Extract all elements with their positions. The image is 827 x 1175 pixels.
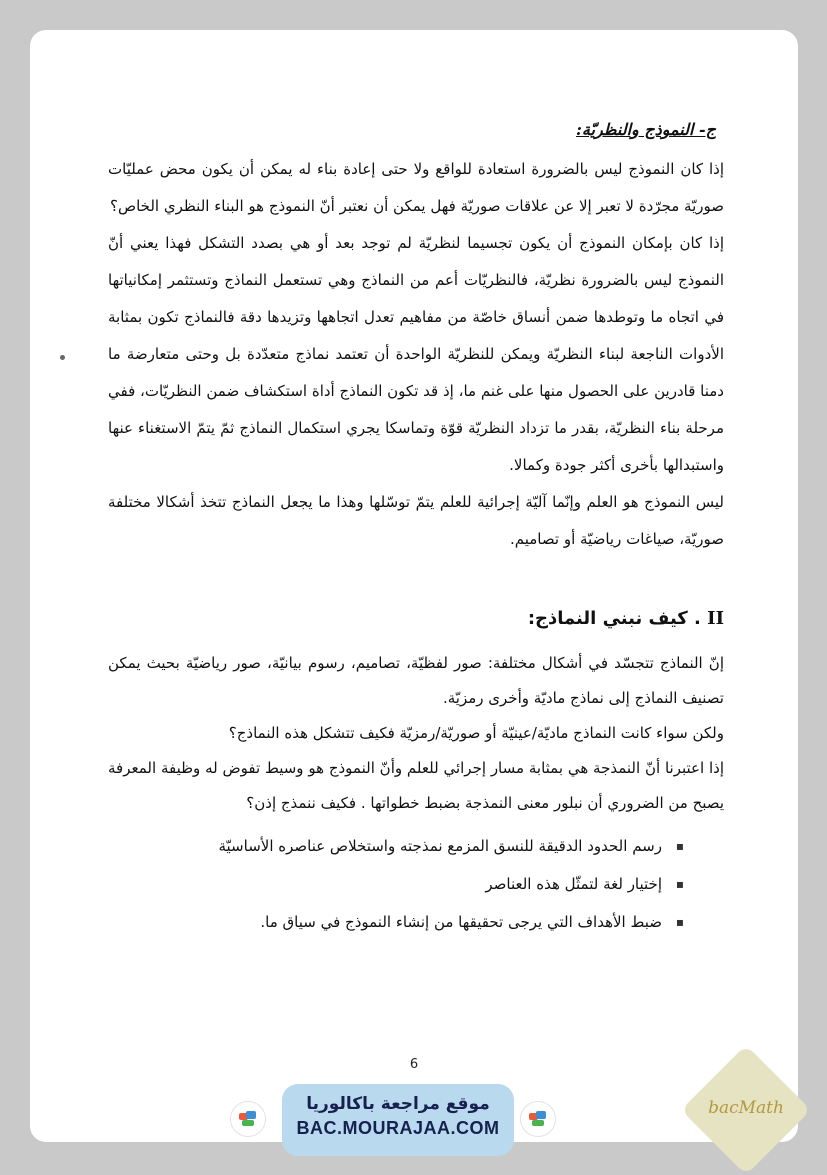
section-ii-heading: II . كيف نبني النماذج: bbox=[527, 608, 724, 629]
section-c-paragraph: ليس النموذج هو العلم وإنّما آليّة إجرائية للعلم يتمّ توسّلها وهذا ما يجعل النماذج تتخذ أشكالا مختلفة صوريّة، صياغات رياضيّة أو تصاميم. bbox=[108, 493, 724, 548]
page-number: 6 bbox=[409, 1057, 419, 1072]
banner-url-text: BAC.MOURAJAA.COM bbox=[296, 1118, 500, 1138]
list-item: ▪ ضبط الأهداف التي يرجى تحقيقها من إنشاء النموذج في سياق ما. bbox=[108, 903, 684, 941]
section-c-paragraph: إذا كان بإمكان النموذج أن يكون تجسيما لنظريّة لم توجد بعد أو هي بصدد التشكل فهذا يعني أنّ النموذج ليس بالضرورة نظريّة، فالنظريّات أعم من النماذج وهي تستعمل النماذج وتستثمر إمكانياتها في اتجاه ما وتوطدها ضمن أنساق خاصّة من مفاهيم تعدل اتجاهها وتزيدها دقة فالنماذج تكون بمثابة الأدوات الناجعة لبناء النظريّة ويمكن للنظريّة الواحدة أن تعتمد نماذج متعدّدة بل وحتى متعارضة ما دمنا قادرين على الحصول منها على غنم ما، إذ قد تكون النماذج أداة استكشاف ضمن النظريّات، ففي مرحلة بناء النظريّة، بقدر ما تزداد النظريّة قوّة وتماسكا يجري استكمال النماذج ثمّ يتمّ الاستغناء عنها واستبدالها بأخرى أكثر جودة وكمالا. bbox=[108, 234, 724, 474]
site-banner[interactable] bbox=[282, 1084, 514, 1156]
page-content bbox=[108, 120, 724, 941]
site-logo-icon bbox=[230, 1101, 266, 1137]
section-c-paragraph: إذا كان النموذج ليس بالضرورة استعادة للواقع ولا حتى إعادة بناء له يمكن أن يكون محض عمليّات صوريّة مجرّدة لا تعبر إلا عن علاقات صوريّة فهل يمكن أن نعتبر أنّ النموذج هو البناء النظري الخاص؟ bbox=[108, 160, 724, 215]
bacmath-logo-text: bacMath bbox=[708, 1098, 784, 1118]
section-c-title: ج- النموذج والنظريّة: bbox=[576, 120, 716, 139]
steps-list bbox=[108, 827, 684, 941]
section-ii-colon: : bbox=[527, 608, 536, 629]
document-page bbox=[30, 30, 798, 1142]
list-item: ▪ رسم الحدود الدقيقة للنسق المزمع نمذجته واستخلاص عناصره الأساسيّة bbox=[108, 827, 684, 865]
section-ii-number: II bbox=[707, 608, 724, 629]
section-ii-paragraph: ولكن سواء كانت النماذج ماديّة/عينيّة أو صوريّة/رمزيّة فكيف تتشكل هذه النماذج؟ bbox=[228, 724, 724, 742]
section-ii-paragraph: إذا اعتبرنا أنّ النمذجة هي بمثابة مسار إجرائي للعلم وأنّ النموذج هو وسيط تفوض له وظيفة المعرفة يصبح من الضروري أن نبلور معنى النمذجة بضبط خطواتها . فكيف ننمذج إذن؟ bbox=[108, 759, 724, 812]
section-ii-title: كيف نبني النماذج bbox=[535, 608, 688, 629]
margin-dot bbox=[60, 355, 65, 360]
list-item: ▪ إختيار لغة لتمثّل هذه العناصر bbox=[108, 865, 684, 903]
section-ii-paragraph: إنّ النماذج تتجسّد في أشكال مختلفة: صور لفظيّة، تصاميم، رسوم بيانيّة، صور رياضيّة بحيث يمكن تصنيف النماذج إلى نماذج ماديّة وأخرى رمزيّة. bbox=[108, 654, 724, 707]
site-logo-icon bbox=[520, 1101, 556, 1137]
banner-arabic-text: موقع مراجعة باكالوريا bbox=[306, 1094, 490, 1114]
